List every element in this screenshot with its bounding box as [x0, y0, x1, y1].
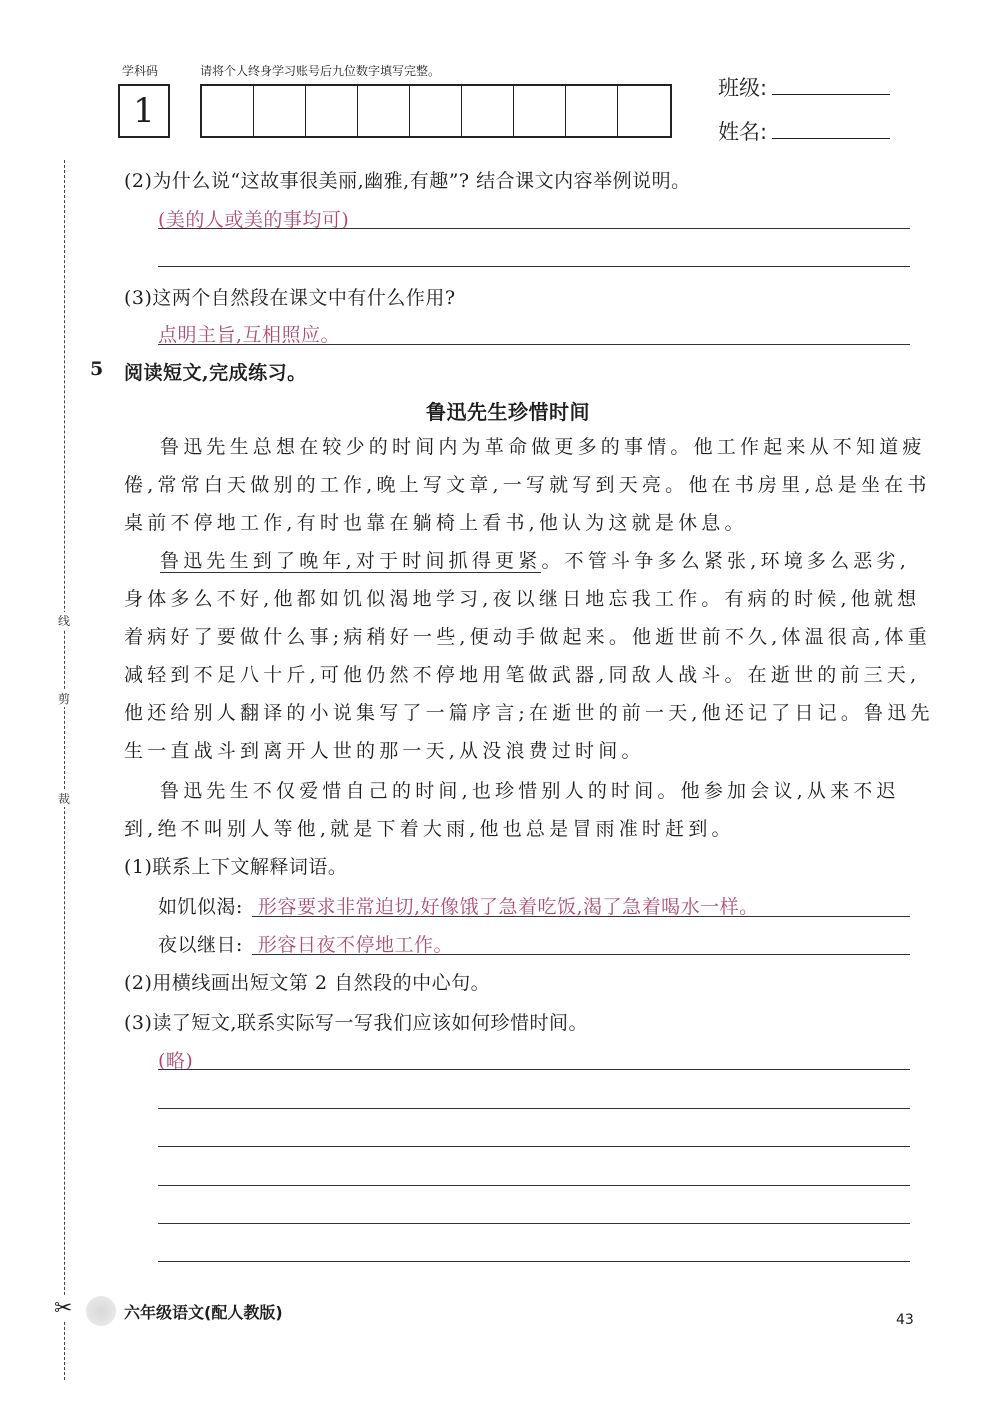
article-p1-line2: 倦,常常白天做别的工作,晚上写文章,一写就写到天亮。他在书房里,总是坐在书 — [124, 474, 931, 496]
s4-question-2: (2)为什么说“这故事很美丽,幽雅,有趣”? 结合课文内容举例说明。 — [124, 170, 691, 192]
cut-label-trim: 裁 — [57, 792, 70, 806]
answer-line — [158, 1108, 910, 1109]
answer-line — [158, 1146, 910, 1147]
s5-instruction: 阅读短文,完成练习。 — [124, 362, 307, 384]
s5-number: 5 — [90, 358, 104, 380]
digit-box[interactable] — [358, 86, 410, 136]
answer-line — [158, 1069, 910, 1070]
article-p2-line6: 生一直战斗到离开人世的那一天,从没浪费过时间。 — [124, 740, 645, 762]
term-1-label: 如饥似渴: — [158, 896, 243, 918]
digit-box[interactable] — [306, 86, 358, 136]
cut-label-line: 线 — [57, 614, 70, 628]
article-p2-line1 — [160, 546, 910, 573]
article-p2-line1-rest: 。不管斗争多么紧张,环境多么恶劣, — [541, 550, 910, 572]
cut-label-cut: 剪 — [57, 692, 70, 706]
class-label: 班级: — [718, 76, 768, 100]
digit-box[interactable] — [618, 86, 670, 136]
class-field[interactable] — [772, 92, 890, 95]
s4-question-3: (3)这两个自然段在课文中有什么作用? — [124, 287, 456, 309]
digit-box[interactable] — [410, 86, 462, 136]
answer-line — [158, 228, 910, 229]
s4-answer-3: 点明主旨,互相照应。 — [158, 324, 341, 346]
account-instruction: 请将个人终身学习账号后九位数字填写完整。 — [200, 64, 441, 78]
subject-code-box: 1 — [118, 84, 170, 138]
name-field[interactable] — [772, 136, 890, 139]
book-title: 六年级语文(配人教版) — [124, 1303, 283, 1322]
digit-box[interactable] — [202, 86, 254, 136]
digit-box[interactable] — [514, 86, 566, 136]
answer-line — [158, 344, 910, 345]
article-title: 鲁迅先生珍惜时间 — [426, 400, 590, 424]
article-p1-line1: 鲁迅先生总想在较少的时间内为革命做更多的事情。他工作起来从不知道疲 — [160, 436, 926, 458]
name-label: 姓名: — [718, 120, 768, 144]
answer-line — [252, 954, 910, 955]
term-2-answer: 形容日夜不停地工作。 — [258, 934, 454, 956]
article-p3-line1: 鲁迅先生不仅爱惜自己的时间,也珍惜别人的时间。他参加会议,从来不迟 — [160, 780, 900, 802]
article-p2-line3: 着病好了要做什么事;病稍好一些,便动手做起来。他逝世前不久,体温很高,体重 — [124, 626, 931, 648]
publisher-logo-icon — [86, 1296, 116, 1326]
subject-code-label: 学科码 — [122, 64, 159, 78]
s5-question-2: (2)用横线画出短文第 2 自然段的中心句。 — [124, 972, 491, 994]
s5-question-3: (3)读了短文,联系实际写一写我们应该如何珍惜时间。 — [124, 1012, 588, 1034]
account-digit-boxes[interactable] — [200, 84, 672, 138]
answer-line — [158, 1261, 910, 1262]
cut-line — [64, 160, 65, 1380]
article-p2-line5: 他还给别人翻译的小说集写了一篇序言;在逝世的前一天,他还记了日记。鲁迅先 — [124, 702, 934, 724]
s4-answer-2: (美的人或美的事均可) — [158, 209, 350, 231]
article-p2-line2: 身体多么不好,他都如饥似渴地学习,夜以继日地忘我工作。有病的时候,他就想 — [124, 588, 921, 610]
answer-line — [158, 1185, 910, 1186]
central-sentence-underlined: 鲁迅先生到了晚年,对于时间抓得更紧 — [160, 550, 542, 572]
answer-line — [252, 916, 910, 917]
article-p1-line3: 桌前不停地工作,有时也靠在躺椅上看书,他认为这就是休息。 — [124, 512, 748, 534]
digit-box[interactable] — [254, 86, 306, 136]
s5-question-1: (1)联系上下文解释词语。 — [124, 856, 348, 878]
article-p3-line2: 到,绝不叫别人等他,就是下着大雨,他也总是冒雨准时赶到。 — [124, 818, 735, 840]
article-p2-line4: 减轻到不足八十斤,可他仍然不停地用笔做武器,同敌人战斗。在逝世的前三天, — [124, 664, 921, 686]
digit-box[interactable] — [462, 86, 514, 136]
answer-line — [158, 266, 910, 267]
scissors-icon: ✂ — [54, 1296, 73, 1321]
s5-answer-3: (略) — [158, 1050, 194, 1072]
digit-box[interactable] — [566, 86, 618, 136]
term-2-label: 夜以继日: — [158, 934, 243, 956]
page-number: 43 — [896, 1312, 914, 1328]
answer-line — [158, 1223, 910, 1224]
term-1-answer: 形容要求非常迫切,好像饿了急着吃饭,渴了急着喝水一样。 — [258, 896, 759, 918]
